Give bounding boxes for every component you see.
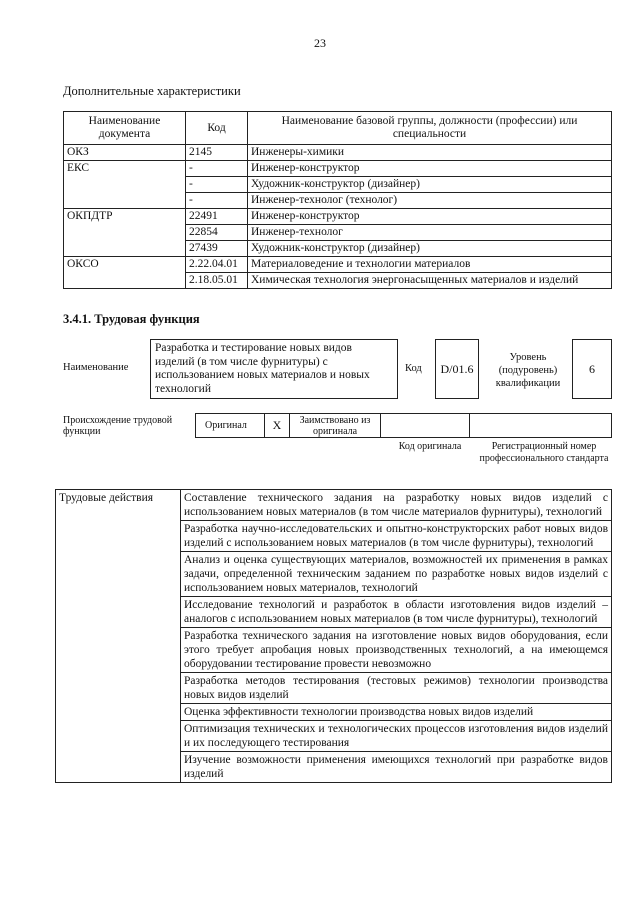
tf-level-label: Уровень (подуровень) квалификации bbox=[495, 352, 561, 389]
code-cell: - bbox=[186, 177, 248, 193]
action-row bbox=[56, 721, 612, 752]
name-cell: Инженер-технолог (технолог) bbox=[248, 193, 612, 209]
name-cell: Материаловедение и технологии материалов bbox=[248, 257, 612, 273]
action-item: Анализ и оценка существующих материалов, возможностей их применения в рамках задачи, определенной техническим заданием по разработке новых видов изделий с использованием новых материалов, технологий bbox=[181, 552, 612, 597]
name-cell: Химическая технология энергонасыщенных материалов и изделий bbox=[248, 273, 612, 289]
actions-label-cell bbox=[56, 673, 181, 704]
action-item: Изучение возможности применения имеющихся технологий при разработке видов изделий bbox=[181, 752, 612, 783]
table-row bbox=[64, 257, 612, 273]
code-cell: 22854 bbox=[186, 225, 248, 241]
origin-row bbox=[195, 413, 612, 438]
action-item: Разработка научно-исследовательских и опытно-конструкторских работ новых видов изделий с использованием новых материалов (в том числе фурнитуры), технологий bbox=[181, 521, 612, 552]
table-row bbox=[64, 161, 612, 177]
tf-level-value: 6 bbox=[572, 339, 612, 399]
actions-label-cell bbox=[56, 521, 181, 552]
tf-code-value: D/01.6 bbox=[435, 339, 479, 399]
code-cell: 2.18.05.01 bbox=[186, 273, 248, 289]
actions-label-cell bbox=[56, 628, 181, 673]
action-row bbox=[56, 628, 612, 673]
extra-characteristics-table bbox=[63, 111, 612, 289]
action-row bbox=[56, 490, 612, 521]
name-cell: Художник-конструктор (дизайнер) bbox=[248, 177, 612, 193]
actions-label-cell bbox=[56, 704, 181, 721]
action-item: Разработка технического задания на изготовление новых видов оборудования, если этого требует апробация новых производственных технологий, а на имеющемся оборудовании тестирование провести невозможно bbox=[181, 628, 612, 673]
name-cell: Инженеры-химики bbox=[248, 145, 612, 161]
code-cell: 2.22.04.01 bbox=[186, 257, 248, 273]
action-row bbox=[56, 597, 612, 628]
actions-label-cell: Трудовые действия bbox=[56, 490, 181, 521]
borrowed-label: Заимствовано из оригинала bbox=[289, 413, 381, 438]
header-doc: Наименование документа bbox=[64, 112, 186, 145]
actions-label-cell bbox=[56, 721, 181, 752]
reg-number-cell bbox=[469, 413, 612, 438]
name-cell: Художник-конструктор (дизайнер) bbox=[248, 241, 612, 257]
code-cell: 27439 bbox=[186, 241, 248, 257]
code-cell: - bbox=[186, 161, 248, 177]
doc-cell: ЕКС bbox=[64, 161, 186, 209]
doc-cell: ОКПДТР bbox=[64, 209, 186, 257]
table-row bbox=[64, 209, 612, 225]
table-header-row bbox=[64, 112, 612, 145]
action-item: Разработка методов тестирования (тестовых режимов) технологии производства новых видов изделий bbox=[181, 673, 612, 704]
name-cell: Инженер-технолог bbox=[248, 225, 612, 241]
tf-name-box: Разработка и тестирование новых видов изделий (в том числе фурнитуры) с использованием новых материалов и новых технологий bbox=[150, 339, 398, 399]
section-title-extra: Дополнительные характеристики bbox=[63, 84, 241, 98]
code-cell: - bbox=[186, 193, 248, 209]
header-code: Код bbox=[186, 112, 248, 145]
orig-code-cell bbox=[380, 413, 470, 438]
action-row bbox=[56, 521, 612, 552]
action-row bbox=[56, 552, 612, 597]
actions-label-cell bbox=[56, 552, 181, 597]
action-row bbox=[56, 704, 612, 721]
actions-label-cell bbox=[56, 752, 181, 783]
tf-name-label: Наименование bbox=[63, 362, 129, 373]
page-number: 23 bbox=[314, 36, 326, 50]
action-item: Исследование технологий и разработок в области изготовления видов изделий – аналогов с использованием новых материалов (в том числе фурнитуры), технологий bbox=[181, 597, 612, 628]
tf-title: 3.4.1. Трудовая функция bbox=[63, 312, 200, 326]
table-row bbox=[64, 145, 612, 161]
work-actions-table bbox=[55, 489, 612, 783]
original-mark: X bbox=[264, 413, 290, 438]
doc-cell: ОКЗ bbox=[64, 145, 186, 161]
tf-origin-label: Происхождение трудовой функции bbox=[63, 415, 173, 437]
code-cell: 2145 bbox=[186, 145, 248, 161]
action-item: Оптимизация технических и технологических процессов изготовления видов изделий и их последующего тестирования bbox=[181, 721, 612, 752]
action-item: Оценка эффективности технологии производства новых видов изделий bbox=[181, 704, 612, 721]
doc-cell: ОКСО bbox=[64, 257, 186, 289]
name-cell: Инженер-конструктор bbox=[248, 209, 612, 225]
original-label: Оригинал bbox=[195, 413, 265, 438]
header-name: Наименование базовой группы, должности (профессии) или специальности bbox=[248, 112, 612, 145]
action-row bbox=[56, 673, 612, 704]
orig-code-caption: Код оригинала bbox=[398, 441, 462, 452]
actions-label-cell bbox=[56, 597, 181, 628]
reg-number-caption: Регистрационный номер профессионального стандарта bbox=[479, 441, 609, 464]
tf-code-label: Код bbox=[405, 363, 422, 374]
action-row bbox=[56, 752, 612, 783]
action-item: Составление технического задания на разработку новых видов изделий с использованием новых материалов (в том числе материалов фурнитуры), технологий bbox=[181, 490, 612, 521]
name-cell: Инженер-конструктор bbox=[248, 161, 612, 177]
code-cell: 22491 bbox=[186, 209, 248, 225]
